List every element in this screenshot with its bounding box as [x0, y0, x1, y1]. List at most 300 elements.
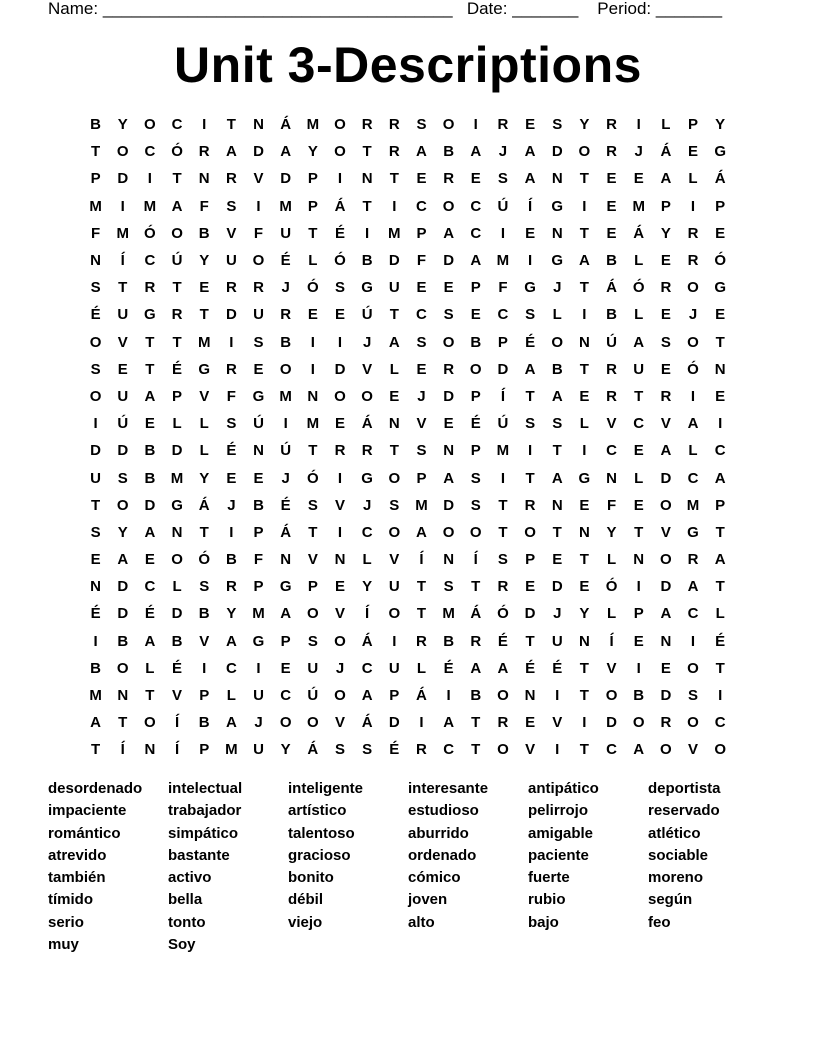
grid-letter[interactable]: I [690, 387, 696, 405]
grid-letter[interactable]: U [117, 387, 129, 405]
grid-letter[interactable]: S [226, 415, 237, 433]
grid-letter[interactable]: L [199, 415, 209, 433]
grid-letter[interactable]: P [307, 578, 318, 596]
grid-letter[interactable]: Á [470, 605, 482, 623]
grid-letter[interactable]: D [660, 469, 672, 487]
grid-letter[interactable]: I [120, 197, 125, 215]
grid-letter[interactable]: O [469, 360, 482, 378]
grid-letter[interactable]: M [170, 469, 184, 487]
grid-letter[interactable]: F [199, 197, 209, 215]
grid-letter[interactable]: S [497, 170, 508, 188]
grid-letter[interactable]: U [225, 252, 237, 270]
grid-letter[interactable]: O [144, 714, 156, 732]
grid-letter[interactable]: O [171, 551, 183, 569]
grid-letter[interactable]: T [389, 442, 399, 460]
grid-letter[interactable]: I [690, 632, 696, 650]
grid-letter[interactable]: V [525, 741, 536, 759]
grid-letter[interactable]: P [633, 605, 644, 623]
grid-letter[interactable]: G [198, 360, 211, 378]
grid-letter[interactable]: Y [606, 523, 617, 541]
grid-letter[interactable]: R [416, 741, 427, 759]
grid-letter[interactable]: S [443, 306, 454, 324]
grid-letter[interactable]: Á [660, 143, 672, 161]
grid-letter[interactable]: G [551, 252, 564, 270]
grid-letter[interactable]: O [334, 116, 346, 134]
grid-letter[interactable]: B [361, 252, 373, 270]
grid-letter[interactable]: L [634, 469, 644, 487]
grid-letter[interactable]: E [253, 360, 264, 378]
grid-letter[interactable]: N [443, 442, 455, 460]
grid-letter[interactable]: R [606, 143, 617, 161]
grid-letter[interactable]: O [89, 333, 102, 351]
grid-letter[interactable]: M [415, 496, 428, 514]
grid-letter[interactable]: A [361, 687, 373, 705]
grid-letter[interactable]: D [171, 442, 183, 460]
grid-letter[interactable]: B [606, 252, 617, 270]
grid-letter[interactable]: M [252, 605, 265, 623]
grid-letter[interactable]: N [388, 415, 400, 433]
grid-letter[interactable]: C [470, 224, 482, 242]
grid-letter[interactable]: M [279, 387, 292, 405]
grid-letter[interactable]: R [225, 170, 237, 188]
grid-letter[interactable]: L [172, 415, 182, 433]
grid-letter[interactable]: J [227, 496, 236, 514]
grid-letter[interactable]: Y [199, 252, 210, 270]
grid-letter[interactable]: I [582, 442, 587, 460]
grid-letter[interactable]: N [551, 224, 563, 242]
grid-letter[interactable]: T [226, 116, 236, 134]
grid-letter[interactable]: D [497, 360, 509, 378]
grid-letter[interactable]: C [470, 197, 482, 215]
grid-letter[interactable]: I [310, 333, 315, 351]
grid-letter[interactable]: Ú [253, 415, 264, 433]
grid-letter[interactable]: R [171, 306, 183, 324]
grid-letter[interactable]: R [660, 714, 672, 732]
grid-letter[interactable]: P [660, 197, 671, 215]
grid-letter[interactable]: T [145, 360, 155, 378]
grid-letter[interactable]: G [578, 469, 591, 487]
grid-letter[interactable]: I [555, 687, 560, 705]
grid-letter[interactable]: R [253, 279, 264, 297]
grid-letter[interactable]: P [307, 197, 318, 215]
grid-letter[interactable]: V [334, 714, 345, 732]
grid-letter[interactable]: U [307, 659, 319, 677]
grid-letter[interactable]: Ó [605, 578, 618, 596]
grid-letter[interactable]: V [606, 659, 617, 677]
grid-letter[interactable]: A [551, 469, 563, 487]
grid-letter[interactable]: D [90, 442, 101, 460]
grid-letter[interactable]: J [335, 659, 345, 677]
grid-letter[interactable]: U [117, 306, 129, 324]
grid-letter[interactable]: Y [199, 469, 210, 487]
grid-letter[interactable]: É [280, 252, 291, 270]
grid-letter[interactable]: L [172, 578, 182, 596]
grid-letter[interactable]: T [579, 170, 589, 188]
grid-letter[interactable]: T [118, 279, 128, 297]
grid-letter[interactable]: P [525, 551, 536, 569]
grid-letter[interactable]: J [553, 279, 562, 297]
grid-letter[interactable]: B [144, 442, 156, 460]
grid-letter[interactable]: I [337, 523, 343, 541]
grid-letter[interactable]: I [500, 469, 505, 487]
grid-letter[interactable]: O [714, 741, 726, 759]
grid-letter[interactable]: R [660, 279, 672, 297]
grid-letter[interactable]: E [688, 143, 699, 161]
grid-letter[interactable]: I [392, 197, 397, 215]
grid-letter[interactable]: E [606, 170, 617, 188]
grid-letter[interactable]: L [606, 605, 617, 623]
grid-letter[interactable]: Ó [306, 279, 319, 297]
grid-letter[interactable]: A [524, 360, 536, 378]
grid-letter[interactable]: Í [473, 551, 478, 569]
grid-letter[interactable]: T [416, 605, 427, 623]
grid-letter[interactable]: A [524, 143, 536, 161]
grid-letter[interactable]: F [416, 252, 427, 270]
grid-letter[interactable]: R [225, 279, 237, 297]
grid-letter[interactable]: I [283, 415, 288, 433]
grid-letter[interactable]: N [443, 551, 455, 569]
grid-letter[interactable]: P [688, 116, 699, 134]
grid-letter[interactable]: T [525, 387, 535, 405]
grid-letter[interactable]: O [442, 116, 455, 134]
grid-letter[interactable]: T [416, 578, 427, 596]
grid-letter[interactable]: R [443, 360, 455, 378]
grid-letter[interactable]: R [687, 551, 699, 569]
grid-letter[interactable]: O [388, 523, 401, 541]
grid-letter[interactable]: B [144, 469, 156, 487]
grid-letter[interactable]: E [633, 170, 644, 188]
grid-letter[interactable]: R [524, 496, 536, 514]
grid-letter[interactable]: I [500, 224, 505, 242]
grid-letter[interactable]: U [90, 469, 101, 487]
grid-letter[interactable]: A [524, 170, 536, 188]
grid-letter[interactable]: P [253, 578, 264, 596]
grid-letter[interactable]: T [172, 170, 182, 188]
grid-letter[interactable]: N [578, 333, 590, 351]
grid-letter[interactable]: A [443, 714, 455, 732]
grid-letter[interactable]: T [525, 469, 535, 487]
grid-letter[interactable]: Y [117, 523, 128, 541]
grid-letter[interactable]: B [606, 306, 617, 324]
grid-letter[interactable]: T [172, 279, 182, 297]
grid-letter[interactable]: Y [226, 605, 237, 623]
grid-letter[interactable]: U [253, 306, 264, 324]
grid-letter[interactable]: A [90, 714, 101, 732]
grid-letter[interactable]: V [117, 333, 128, 351]
grid-letter[interactable]: O [388, 469, 401, 487]
grid-letter[interactable]: B [90, 116, 101, 134]
grid-letter[interactable]: M [442, 605, 455, 623]
grid-letter[interactable]: T [471, 741, 481, 759]
grid-letter[interactable]: U [388, 578, 400, 596]
grid-letter[interactable]: C [225, 659, 237, 677]
grid-letter[interactable]: S [416, 333, 427, 351]
grid-letter[interactable]: V [606, 415, 617, 433]
grid-letter[interactable]: B [117, 632, 129, 650]
grid-letter[interactable]: S [334, 741, 345, 759]
grid-letter[interactable]: O [687, 714, 699, 732]
grid-letter[interactable]: E [525, 714, 536, 732]
grid-letter[interactable]: O [687, 333, 699, 351]
grid-letter[interactable]: I [582, 197, 587, 215]
grid-letter[interactable]: V [199, 387, 210, 405]
grid-letter[interactable]: B [198, 714, 210, 732]
grid-letter[interactable]: T [145, 333, 155, 351]
grid-letter[interactable]: M [306, 415, 320, 433]
grid-letter[interactable]: L [715, 605, 725, 623]
grid-letter[interactable]: N [551, 170, 563, 188]
grid-letter[interactable]: Í [174, 741, 180, 759]
grid-letter[interactable]: R [416, 632, 427, 650]
grid-letter[interactable]: G [279, 578, 292, 596]
grid-letter[interactable]: N [90, 578, 101, 596]
grid-letter[interactable]: Ú [307, 687, 319, 705]
grid-letter[interactable]: O [687, 659, 699, 677]
grid-letter[interactable]: G [687, 523, 699, 541]
grid-letter[interactable]: E [715, 224, 726, 242]
grid-letter[interactable]: B [280, 333, 292, 351]
grid-letter[interactable]: N [307, 387, 319, 405]
grid-letter[interactable]: É [715, 632, 726, 650]
grid-letter[interactable]: É [497, 632, 508, 650]
grid-letter[interactable]: F [606, 496, 617, 514]
grid-letter[interactable]: A [714, 469, 726, 487]
grid-letter[interactable]: Ó [632, 279, 645, 297]
grid-letter[interactable]: Á [198, 496, 210, 514]
grid-letter[interactable]: É [226, 442, 237, 460]
grid-letter[interactable]: C [687, 605, 699, 623]
grid-letter[interactable]: I [582, 714, 587, 732]
grid-letter[interactable]: N [714, 360, 726, 378]
grid-letter[interactable]: U [253, 741, 264, 759]
grid-letter[interactable]: O [334, 687, 346, 705]
grid-letter[interactable]: É [389, 741, 400, 759]
grid-letter[interactable]: L [308, 252, 318, 270]
grid-letter[interactable]: L [552, 306, 562, 324]
grid-letter[interactable]: S [90, 360, 101, 378]
grid-letter[interactable]: T [308, 523, 318, 541]
grid-letter[interactable]: V [199, 632, 210, 650]
grid-letter[interactable]: A [171, 197, 183, 215]
grid-letter[interactable]: T [389, 306, 399, 324]
grid-letter[interactable]: I [473, 116, 478, 134]
grid-letter[interactable]: L [226, 687, 236, 705]
grid-letter[interactable]: I [229, 523, 234, 541]
grid-letter[interactable]: F [498, 279, 508, 297]
grid-letter[interactable]: J [417, 387, 426, 405]
grid-letter[interactable]: P [497, 333, 508, 351]
grid-letter[interactable]: P [715, 197, 726, 215]
grid-letter[interactable]: G [171, 496, 183, 514]
grid-letter[interactable]: Á [633, 224, 645, 242]
grid-letter[interactable]: J [362, 496, 372, 514]
grid-letter[interactable]: M [116, 224, 129, 242]
grid-letter[interactable]: A [687, 578, 699, 596]
grid-letter[interactable]: T [634, 387, 644, 405]
grid-letter[interactable]: J [498, 143, 508, 161]
grid-letter[interactable]: E [579, 578, 590, 596]
grid-letter[interactable]: E [470, 306, 481, 324]
grid-letter[interactable]: M [279, 197, 292, 215]
grid-letter[interactable]: V [552, 714, 563, 732]
grid-letter[interactable]: P [253, 523, 264, 541]
grid-letter[interactable]: É [280, 496, 291, 514]
grid-letter[interactable]: O [334, 387, 346, 405]
grid-letter[interactable]: T [90, 741, 101, 759]
grid-letter[interactable]: G [361, 279, 373, 297]
grid-letter[interactable]: T [715, 523, 725, 541]
grid-letter[interactable]: S [199, 578, 210, 596]
grid-letter[interactable]: Y [117, 116, 128, 134]
grid-letter[interactable]: R [388, 143, 400, 161]
grid-letter[interactable]: S [90, 279, 101, 297]
grid-letter[interactable]: C [443, 741, 455, 759]
grid-letter[interactable]: Ú [606, 333, 617, 351]
name-blank[interactable]: _____________________________________ [102, 0, 453, 18]
grid-letter[interactable]: Ó [687, 360, 699, 378]
grid-letter[interactable]: O [144, 116, 156, 134]
grid-letter[interactable]: T [634, 523, 644, 541]
grid-letter[interactable]: E [334, 578, 345, 596]
grid-letter[interactable]: D [171, 605, 183, 623]
grid-letter[interactable]: T [552, 442, 562, 460]
grid-letter[interactable]: B [633, 687, 645, 705]
grid-letter[interactable]: E [525, 578, 536, 596]
grid-letter[interactable]: O [660, 741, 672, 759]
grid-letter[interactable]: N [90, 252, 101, 270]
grid-letter[interactable]: I [229, 333, 234, 351]
grid-letter[interactable]: Ó [144, 224, 156, 242]
grid-letter[interactable]: I [636, 659, 641, 677]
grid-letter[interactable]: T [715, 333, 725, 351]
grid-letter[interactable]: C [606, 442, 617, 460]
grid-letter[interactable]: O [334, 632, 346, 650]
grid-letter[interactable]: B [171, 632, 183, 650]
grid-letter[interactable]: S [552, 116, 563, 134]
grid-letter[interactable]: R [334, 442, 346, 460]
grid-letter[interactable]: O [660, 496, 672, 514]
grid-letter[interactable]: R [497, 578, 509, 596]
grid-letter[interactable]: C [416, 306, 427, 324]
grid-letter[interactable]: P [90, 170, 101, 188]
grid-letter[interactable]: I [365, 224, 370, 242]
grid-letter[interactable]: E [579, 496, 590, 514]
grid-letter[interactable]: E [307, 306, 318, 324]
grid-letter[interactable]: R [225, 578, 237, 596]
grid-letter[interactable]: O [279, 714, 292, 732]
grid-letter[interactable]: N [144, 741, 156, 759]
grid-letter[interactable]: A [144, 387, 156, 405]
grid-letter[interactable]: M [143, 197, 157, 215]
grid-letter[interactable]: C [171, 116, 183, 134]
grid-letter[interactable]: J [634, 143, 643, 161]
grid-letter[interactable]: E [144, 551, 155, 569]
grid-letter[interactable]: T [389, 170, 399, 188]
grid-letter[interactable]: B [443, 143, 455, 161]
grid-letter[interactable]: O [252, 252, 265, 270]
grid-letter[interactable]: S [307, 632, 318, 650]
grid-letter[interactable]: R [470, 632, 482, 650]
grid-letter[interactable]: E [715, 387, 726, 405]
grid-letter[interactable]: I [202, 659, 207, 677]
date-blank[interactable]: _______ [512, 0, 579, 18]
grid-letter[interactable]: T [90, 496, 101, 514]
grid-letter[interactable]: J [281, 279, 290, 297]
grid-letter[interactable]: R [497, 116, 509, 134]
grid-letter[interactable]: E [633, 632, 644, 650]
grid-letter[interactable]: S [416, 442, 427, 460]
grid-letter[interactable]: D [606, 714, 617, 732]
grid-letter[interactable]: U [551, 632, 563, 650]
grid-letter[interactable]: S [389, 496, 400, 514]
grid-letter[interactable]: N [606, 469, 617, 487]
grid-letter[interactable]: S [253, 333, 264, 351]
grid-letter[interactable]: O [306, 714, 319, 732]
grid-letter[interactable]: S [416, 116, 427, 134]
grid-letter[interactable]: C [714, 714, 726, 732]
grid-letter[interactable]: E [280, 659, 291, 677]
grid-letter[interactable]: V [660, 415, 671, 433]
grid-letter[interactable]: Á [361, 632, 373, 650]
grid-letter[interactable]: E [606, 197, 617, 215]
grid-letter[interactable]: V [334, 605, 345, 623]
grid-letter[interactable]: O [306, 605, 319, 623]
grid-letter[interactable]: N [633, 551, 645, 569]
grid-letter[interactable]: A [225, 632, 237, 650]
grid-letter[interactable]: R [144, 279, 156, 297]
grid-letter[interactable]: T [471, 578, 481, 596]
grid-letter[interactable]: R [198, 143, 210, 161]
grid-letter[interactable]: É [144, 605, 155, 623]
grid-letter[interactable]: O [334, 143, 346, 161]
grid-letter[interactable]: E [715, 306, 726, 324]
grid-letter[interactable]: A [280, 143, 292, 161]
grid-letter[interactable]: E [416, 279, 427, 297]
grid-letter[interactable]: Á [361, 415, 373, 433]
grid-letter[interactable]: P [470, 442, 481, 460]
grid-letter[interactable]: A [388, 333, 400, 351]
grid-letter[interactable]: T [199, 523, 209, 541]
grid-letter[interactable]: É [172, 360, 183, 378]
grid-letter[interactable]: V [688, 741, 699, 759]
grid-letter[interactable]: L [579, 415, 589, 433]
grid-letter[interactable]: S [307, 496, 318, 514]
grid-letter[interactable]: T [579, 687, 589, 705]
grid-letter[interactable]: D [253, 143, 264, 161]
grid-letter[interactable]: É [90, 605, 101, 623]
grid-letter[interactable]: Á [416, 687, 427, 705]
grid-letter[interactable]: B [198, 605, 210, 623]
grid-letter[interactable]: D [443, 252, 455, 270]
grid-letter[interactable]: V [334, 496, 345, 514]
grid-letter[interactable]: A [633, 333, 645, 351]
grid-letter[interactable]: Ú [117, 415, 129, 433]
grid-letter[interactable]: S [525, 306, 536, 324]
grid-letter[interactable]: E [525, 116, 536, 134]
grid-letter[interactable]: Í [120, 252, 125, 270]
grid-letter[interactable]: O [632, 714, 645, 732]
grid-letter[interactable]: N [578, 632, 590, 650]
grid-letter[interactable]: I [527, 442, 533, 460]
grid-letter[interactable]: J [281, 469, 290, 487]
grid-letter[interactable]: Á [280, 116, 292, 134]
grid-letter[interactable]: N [253, 442, 264, 460]
grid-letter[interactable]: A [714, 551, 726, 569]
grid-letter[interactable]: L [688, 442, 698, 460]
grid-letter[interactable]: I [419, 714, 424, 732]
grid-letter[interactable]: B [470, 687, 482, 705]
grid-letter[interactable]: O [497, 741, 509, 759]
